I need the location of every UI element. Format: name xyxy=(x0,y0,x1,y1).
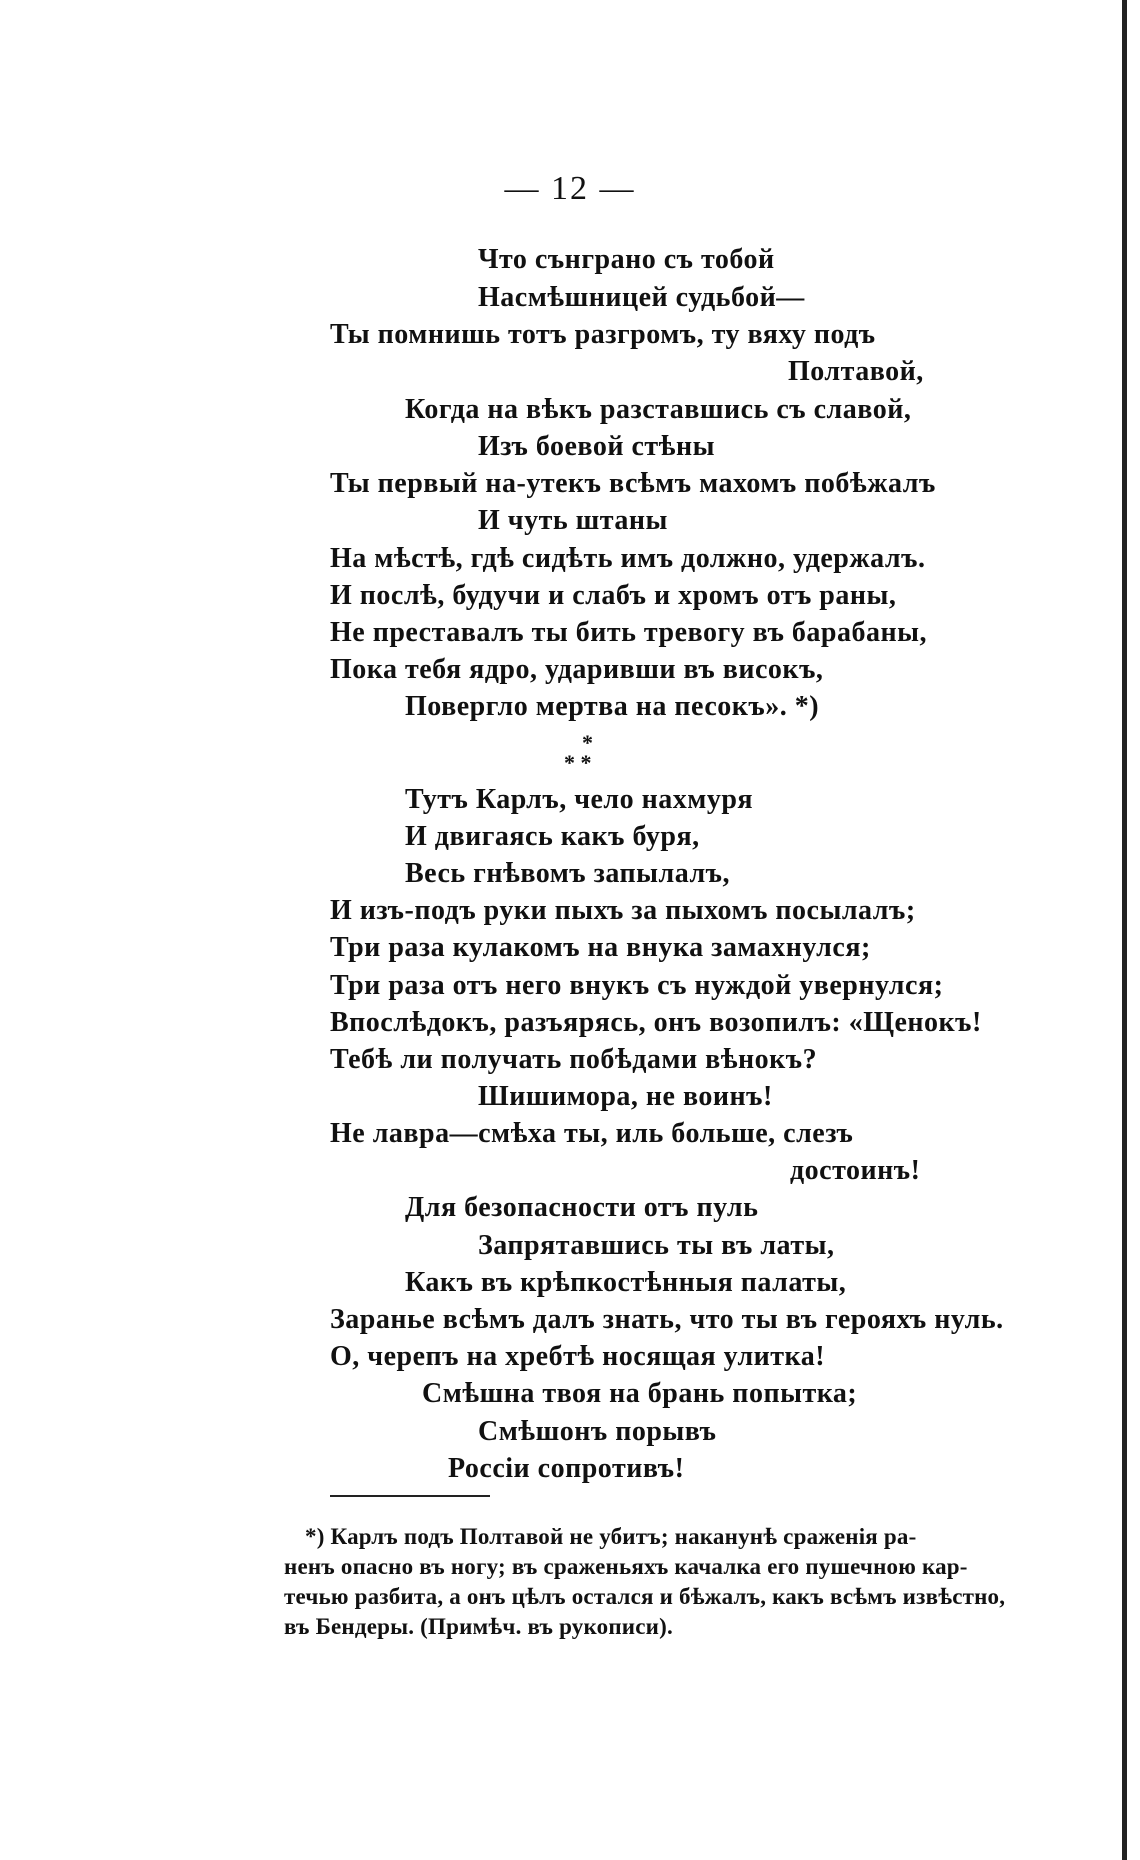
poem-line: Весь гнѣвомъ запылалъ, xyxy=(405,858,730,889)
poem-line: Тебѣ ли получать побѣдами вѣнокъ? xyxy=(330,1044,818,1075)
separator-star-top: * xyxy=(582,730,593,755)
poem-line: достоинъ! xyxy=(790,1155,921,1186)
poem-line: Тутъ Карлъ, чело нахмуря xyxy=(405,784,754,815)
poem-line: Смѣшонъ порывъ xyxy=(478,1416,717,1447)
page-number: — 12 — xyxy=(504,170,636,207)
poem-line: Изъ боевой стѣны xyxy=(478,431,715,462)
poem-line: На мѣстѣ, гдѣ сидѣть имъ должно, удержалъ. xyxy=(330,543,926,574)
poem-line: И изъ-подъ руки пыхъ за пыхомъ посылалъ; xyxy=(330,895,916,926)
poem-line: Повергло мертва на песокъ». *) xyxy=(405,691,820,722)
poem-line: Заранье всѣмъ далъ знать, что ты въ герояхъ нуль. xyxy=(330,1304,1004,1335)
poem-line: Впослѣдокъ, разъярясь, онъ возопилъ: «Щенокъ! xyxy=(330,1007,982,1038)
poem-line: Ты помнишь тотъ разгромъ, ту вяху подъ xyxy=(330,319,876,350)
poem-line: И послѣ, будучи и слабъ и хромъ отъ раны, xyxy=(330,580,897,611)
poem-line: Ты первый на-утекъ всѣмъ махомъ побѣжалъ xyxy=(330,468,936,499)
footnote-divider xyxy=(330,1495,490,1497)
poem-line: Запрятавшись ты въ латы, xyxy=(478,1230,835,1261)
footnote-line: въ Бендеры. (Примѣч. въ рукописи). xyxy=(284,1614,673,1639)
poem-line: Не преставалъ ты бить тревогу въ барабаны, xyxy=(330,617,927,648)
footnote-line: *) Карлъ подъ Полтавой не убитъ; наканунѣ сраженія ра- xyxy=(305,1524,917,1549)
poem-line: Когда на вѣкъ разставшись съ славой, xyxy=(405,394,912,425)
separator-stars-bottom: * * xyxy=(564,750,592,775)
poem-line: Полтавой, xyxy=(788,356,924,387)
poem-line: Три раза отъ него внукъ съ нуждой увернулся; xyxy=(330,970,944,1001)
poem-line: Что сънграно съ тобой xyxy=(478,244,775,275)
poem-line: Шишимора, не воинъ! xyxy=(478,1081,773,1112)
poem-line: И чуть штаны xyxy=(478,505,668,536)
poem-line: И двигаясь какъ буря, xyxy=(405,821,700,852)
poem-line: Три раза кулакомъ на внука замахнулся; xyxy=(330,932,871,963)
poem-line: О, черепъ на хребтѣ носящая улитка! xyxy=(330,1341,826,1372)
poem-line: Не лавра—смѣха ты, иль больше, слезъ xyxy=(330,1118,854,1149)
poem-line: Насмѣшницей судьбой— xyxy=(478,282,805,313)
poem-line: Смѣшна твоя на брань попытка; xyxy=(422,1378,858,1409)
footnote-line: течью разбита, а онъ цѣлъ остался и бѣжалъ, какъ всѣмъ извѣстно, xyxy=(284,1584,1006,1609)
poem-line: Для безопасности отъ пуль xyxy=(405,1192,759,1223)
poem-line: Россіи сопротивъ! xyxy=(448,1453,685,1484)
poem-line: Пока тебя ядро, ударивши въ високъ, xyxy=(330,654,824,685)
poem-line: Какъ въ крѣпкостѣнныя палаты, xyxy=(405,1267,847,1298)
page-edge-bar xyxy=(1122,0,1127,1860)
footnote-line: ненъ опасно въ ногу; въ сраженьяхъ качалка его пушечною кар- xyxy=(284,1554,968,1579)
